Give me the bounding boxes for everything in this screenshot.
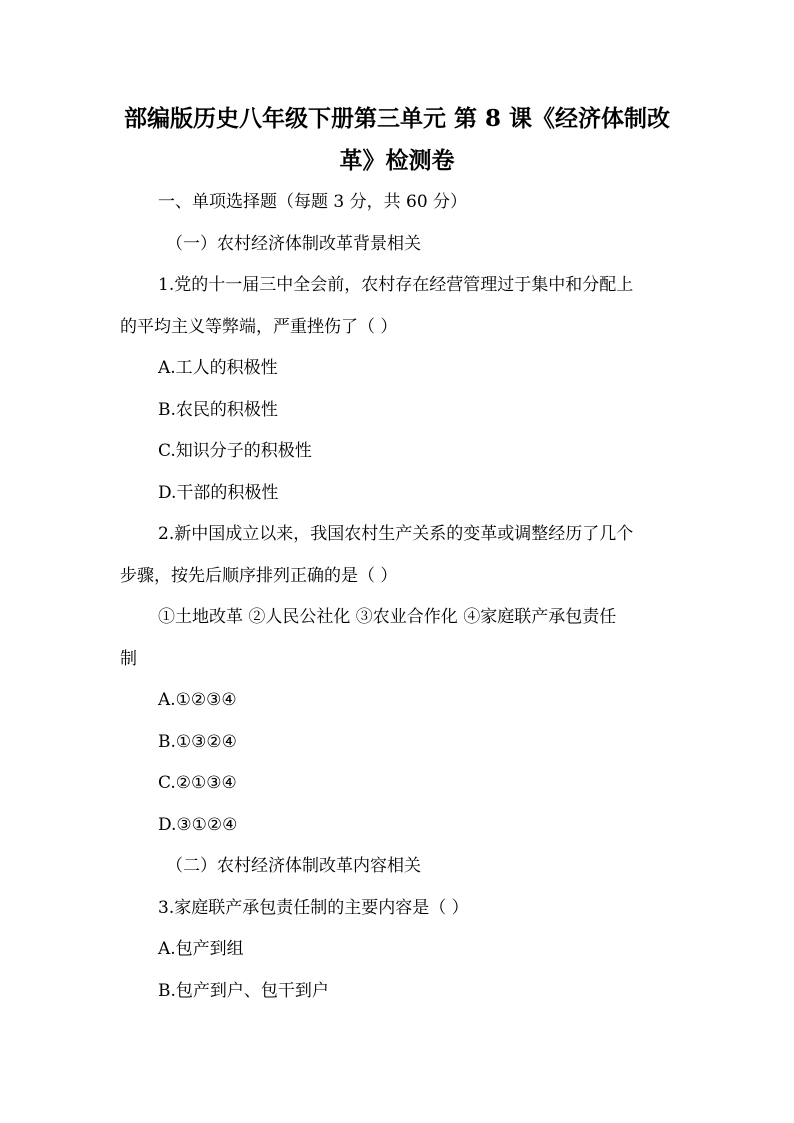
- question-1-text-cont: 的平均主义等弊端，严重挫伤了（ ）: [120, 317, 398, 337]
- option-b: B.农民的积极性: [158, 400, 278, 420]
- option-c: C.②①③④: [158, 773, 237, 793]
- question-3-text: 3.家庭联产承包责任制的主要内容是（ ）: [158, 898, 469, 918]
- option-c: C.知识分子的积极性: [158, 441, 312, 461]
- title-line-1: 部编版历史八年级下册第三单元 第 8 课《经济体制改: [123, 105, 671, 132]
- option-d: D.干部的积极性: [158, 483, 279, 503]
- option-b: B.①③②④: [158, 732, 237, 752]
- question-1-text: 1.党的十一届三中全会前，农村存在经营管理过于集中和分配上: [158, 275, 634, 295]
- option-d: D.③①②④: [158, 815, 238, 835]
- title-line-2: 革》检测卷: [339, 147, 455, 174]
- question-2-text: 2.新中国成立以来，我国农村生产关系的变革或调整经历了几个: [158, 524, 634, 544]
- subsection-heading: （一）农村经济体制改革背景相关: [166, 234, 421, 254]
- option-a: A.包产到组: [158, 939, 244, 959]
- option-a: A.工人的积极性: [158, 358, 278, 378]
- subsection-heading: （二）农村经济体制改革内容相关: [166, 856, 421, 876]
- option-a: A.①②③④: [158, 690, 237, 710]
- document-title: [90, 98, 704, 182]
- question-2-text-cont: 步骤，按先后顺序排列正确的是（ ）: [120, 566, 398, 586]
- question-2-items-cont: 制: [120, 649, 137, 669]
- option-b: B.包产到户、包干到户: [158, 981, 329, 1001]
- section-heading: 一、单项选择题（每题 3 分，共 60 分）: [158, 192, 468, 212]
- question-2-items: ①土地改革 ②人民公社化 ③农业合作化 ④家庭联产承包责任: [158, 607, 617, 627]
